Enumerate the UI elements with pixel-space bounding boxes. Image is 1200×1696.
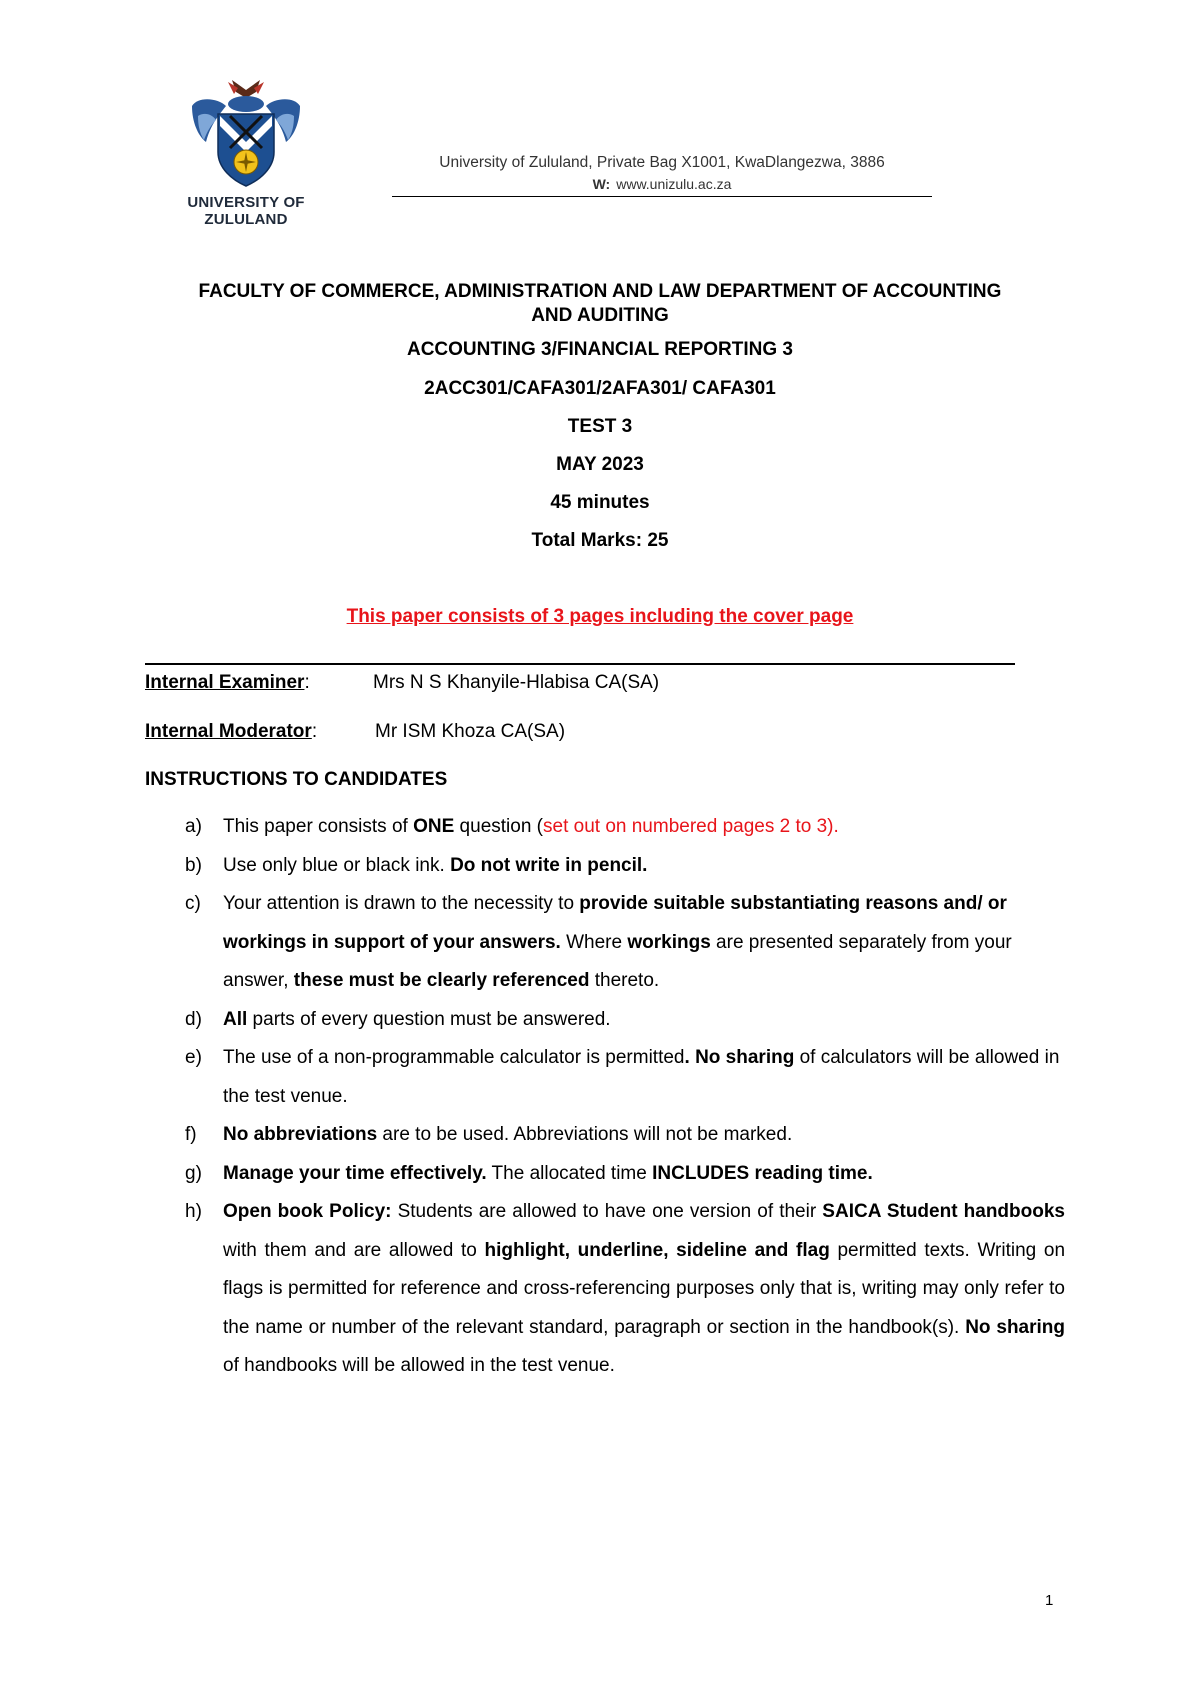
instruction-bold: Do not write in pencil.	[450, 854, 648, 876]
instruction-text: The use of a non-programmable calculator is permitted	[223, 1047, 685, 1068]
instruction-text: This paper consists of	[223, 816, 414, 837]
instruction-text: The allocated time	[486, 1162, 653, 1184]
instruction-a	[145, 808, 1065, 847]
instruction-b	[145, 847, 1065, 886]
instruction-d	[145, 1001, 1065, 1040]
logo-line-2: ZULULAND	[204, 211, 288, 228]
examiner-label: Internal Examiner	[145, 672, 305, 693]
web-url[interactable]: www.unizulu.ac.za	[616, 176, 732, 192]
instruction-bold: Open book Policy:	[223, 1201, 392, 1222]
test-number: TEST 3	[567, 416, 633, 437]
pages-note: This paper consists of 3 pages including the cover page	[346, 606, 854, 627]
instruction-text: thereto.	[589, 970, 660, 991]
course-codes: 2ACC301/CAFA301/2AFA301/ CAFA301	[424, 378, 776, 399]
instruction-g	[145, 1155, 1065, 1194]
examiner-colon: :	[304, 672, 310, 693]
instructions-list	[145, 808, 1065, 1386]
instruction-e	[145, 1039, 1065, 1116]
instruction-bold: workings	[627, 931, 711, 953]
moderator-row	[145, 721, 566, 743]
instruction-text: Where	[560, 931, 628, 953]
instruction-text: Use only blue or black ink.	[223, 854, 451, 876]
university-crest-icon	[188, 76, 304, 188]
list-marker: f)	[185, 1124, 197, 1145]
instruction-bold: Manage your time effectively.	[223, 1162, 487, 1184]
instruction-bold: SAICA Student handbooks	[822, 1201, 1065, 1222]
instruction-bold: these must be clearly referenced	[293, 970, 590, 991]
instruction-text: of calculators will be allowed in the test venue.	[223, 1047, 1060, 1107]
instruction-text: are to be used. Abbreviations will not be marked.	[377, 1124, 793, 1145]
list-marker: b)	[185, 854, 202, 876]
faculty-heading: FACULTY OF COMMERCE, ADMINISTRATION AND LAW DEPARTMENT OF ACCOUNTING AND AUDITING	[198, 281, 1002, 326]
list-marker: e)	[185, 1047, 202, 1068]
instruction-f	[145, 1116, 1065, 1155]
list-marker: d)	[185, 1008, 202, 1030]
list-marker: h)	[185, 1201, 202, 1222]
moderator-label: Internal Moderator	[145, 721, 312, 742]
examiner-row	[145, 672, 660, 694]
instruction-bold: provide suitable substantiating reasons and/ or workings in support of your answers.	[223, 893, 1007, 953]
instruction-bold: highlight, underline, sideline and flag	[484, 1239, 830, 1261]
university-logo	[158, 76, 334, 228]
header-rule	[392, 196, 932, 197]
instruction-bold: No abbreviations	[223, 1124, 378, 1145]
instruction-h	[145, 1193, 1065, 1386]
instruction-bold: ONE	[413, 816, 455, 837]
moderator-colon: :	[311, 721, 318, 742]
page-number: 1	[1045, 1592, 1054, 1609]
instruction-text: of handbooks will be allowed in the test venue.	[223, 1355, 615, 1376]
list-marker: g)	[185, 1162, 202, 1184]
section-divider	[145, 663, 1015, 665]
instruction-text: Your attention is drawn to the necessity to	[223, 893, 580, 914]
examiner-name: Mrs N S Khanyile-Hlabisa CA(SA)	[373, 672, 660, 693]
list-marker: c)	[185, 893, 201, 914]
web-label: W:	[592, 176, 611, 192]
instruction-text: permitted texts. Writing on flags is permitted for reference and cross-referencing purposes only that is, writing may only refer to the name or number of the relevant standard, paragraph or section in the handbook(s).	[223, 1239, 1066, 1338]
university-address: University of Zululand, Private Bag X1001, KwaDlangezwa, 3886	[439, 154, 885, 171]
university-website	[392, 176, 932, 192]
moderator-name: Mr ISM Khoza CA(SA)	[375, 721, 566, 742]
list-marker: a)	[185, 816, 202, 837]
course-title: ACCOUNTING 3/FINANCIAL REPORTING 3	[406, 339, 793, 360]
instruction-bold: . No sharing	[684, 1047, 795, 1068]
instruction-text: parts of every question must be answered.	[247, 1008, 611, 1030]
test-duration: 45 minutes	[550, 492, 650, 513]
total-marks: Total Marks: 25	[531, 530, 669, 551]
instruction-text: Students are allowed to have one version of their	[391, 1201, 823, 1222]
instruction-red-text: set out on numbered pages 2 to 3).	[543, 816, 839, 837]
logo-line-1: UNIVERSITY OF	[187, 194, 305, 211]
instructions-heading: INSTRUCTIONS TO CANDIDATES	[145, 769, 448, 790]
instruction-text: are presented separately from your answer,	[223, 931, 1012, 991]
instruction-text: question (	[454, 816, 544, 837]
test-date: MAY 2023	[556, 454, 644, 475]
instruction-bold: INCLUDES reading time.	[652, 1162, 873, 1184]
instruction-c	[145, 885, 1065, 1001]
instruction-bold: All	[223, 1008, 248, 1030]
instruction-bold: No sharing	[965, 1316, 1065, 1338]
instruction-text: with them and are allowed to	[223, 1239, 485, 1261]
